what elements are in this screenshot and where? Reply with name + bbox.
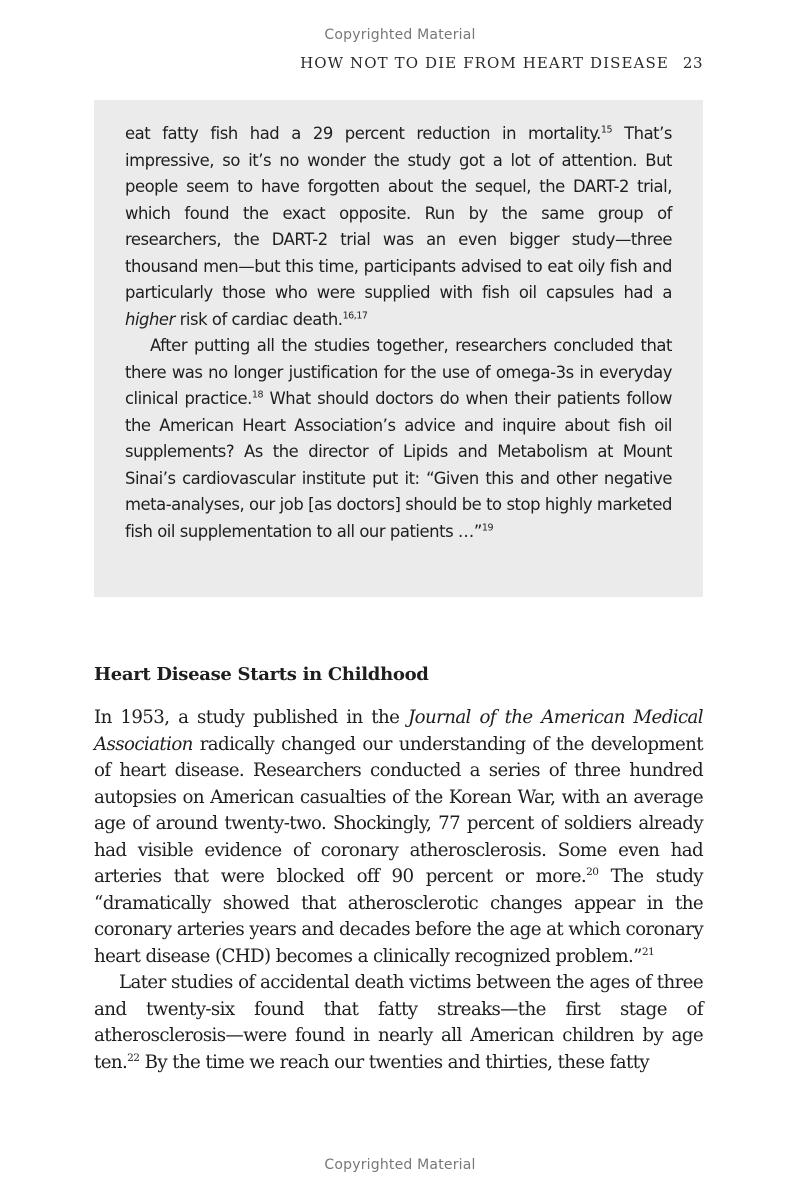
page-number: 23	[682, 54, 703, 72]
footnote-ref-15: 15	[600, 124, 613, 136]
footnote-ref-18: 18	[251, 389, 264, 401]
footnote-ref-20: 20	[586, 865, 599, 878]
sidebar-paragraph-2	[125, 333, 672, 545]
journal-title: Journal of the American Medical Association	[94, 707, 703, 755]
copyright-watermark-bottom: Copyrighted Material	[324, 1157, 476, 1173]
text-run: Later studies of accidental death victims between the ages of three and twenty-six found that fatty streaks—the first stage of atherosclerosis—were found in nearly all American children by age ten.	[94, 972, 703, 1073]
emphasis-higher: higher	[125, 309, 175, 329]
body-paragraph-2	[94, 970, 703, 1076]
text-run: risk of cardiac death.	[174, 309, 343, 329]
footnote-ref-21: 21	[641, 945, 655, 958]
sidebar-box	[94, 100, 703, 597]
body-text	[94, 705, 703, 1076]
text-run: After putting all the studies together, researchers concluded that there was no longer justification for the use of omega-3s in everyday clinical practice.	[125, 336, 672, 408]
text-run: The study “dramatically showed that atherosclerotic changes appear in the coronary arteries years and decades before the age at which coronary heart disease (CHD) becomes a clinically recognized problem.”	[94, 866, 703, 967]
running-title: HOW NOT TO DIE FROM HEART DISEASE	[300, 54, 669, 72]
text-run: What should doctors do when their patients follow the American Heart Association’s advice and inquire about fish oil supplements? As the director of Lipids and Metabolism at Mount Sinai’s cardiovascular institute put it: “Given this and other negative meta-analyses, our job [as doctors] should be to stop highly marketed fish oil supplementation to all our patients …”	[125, 389, 672, 541]
footnote-ref-22: 22	[127, 1051, 140, 1064]
text-run: By the time we reach our twenties and thirties, these fatty	[139, 1051, 650, 1073]
body-paragraph-1	[94, 705, 703, 970]
section-heading: Heart Disease Starts in Childhood	[94, 664, 429, 685]
footnote-ref-16-17: 16,17	[342, 310, 368, 322]
text-run: That’s impressive, so it’s no wonder the study got a lot of attention. But people seem to have forgotten about the sequel, the DART-2 trial, which found the exact opposite. Run by the same group of researchers, the DART-2 trial was an even bigger study—three thousand men—but this time, participants advised to eat oily fish and particularly those who were supplied with fish oil capsules had a	[125, 124, 672, 302]
sidebar-paragraph-1	[125, 121, 672, 333]
text-run: eat fatty fish had a 29 percent reduction in mortality.	[125, 124, 601, 143]
copyright-watermark-top: Copyrighted Material	[324, 27, 476, 43]
footnote-ref-19: 19	[481, 522, 494, 534]
text-run: In 1953, a study published in the	[94, 707, 408, 728]
text-run: radically changed our understanding of the development of heart disease. Researchers conducted a series of three hundred autopsies on American casualties of the Korean War, with an average age of around twenty-two. Shockingly, 77 percent of soldiers already had visible evidence of coronary atherosclerosis. Some even had arteries that were blocked off 90 percent or more.	[94, 733, 703, 887]
running-header	[300, 54, 703, 72]
